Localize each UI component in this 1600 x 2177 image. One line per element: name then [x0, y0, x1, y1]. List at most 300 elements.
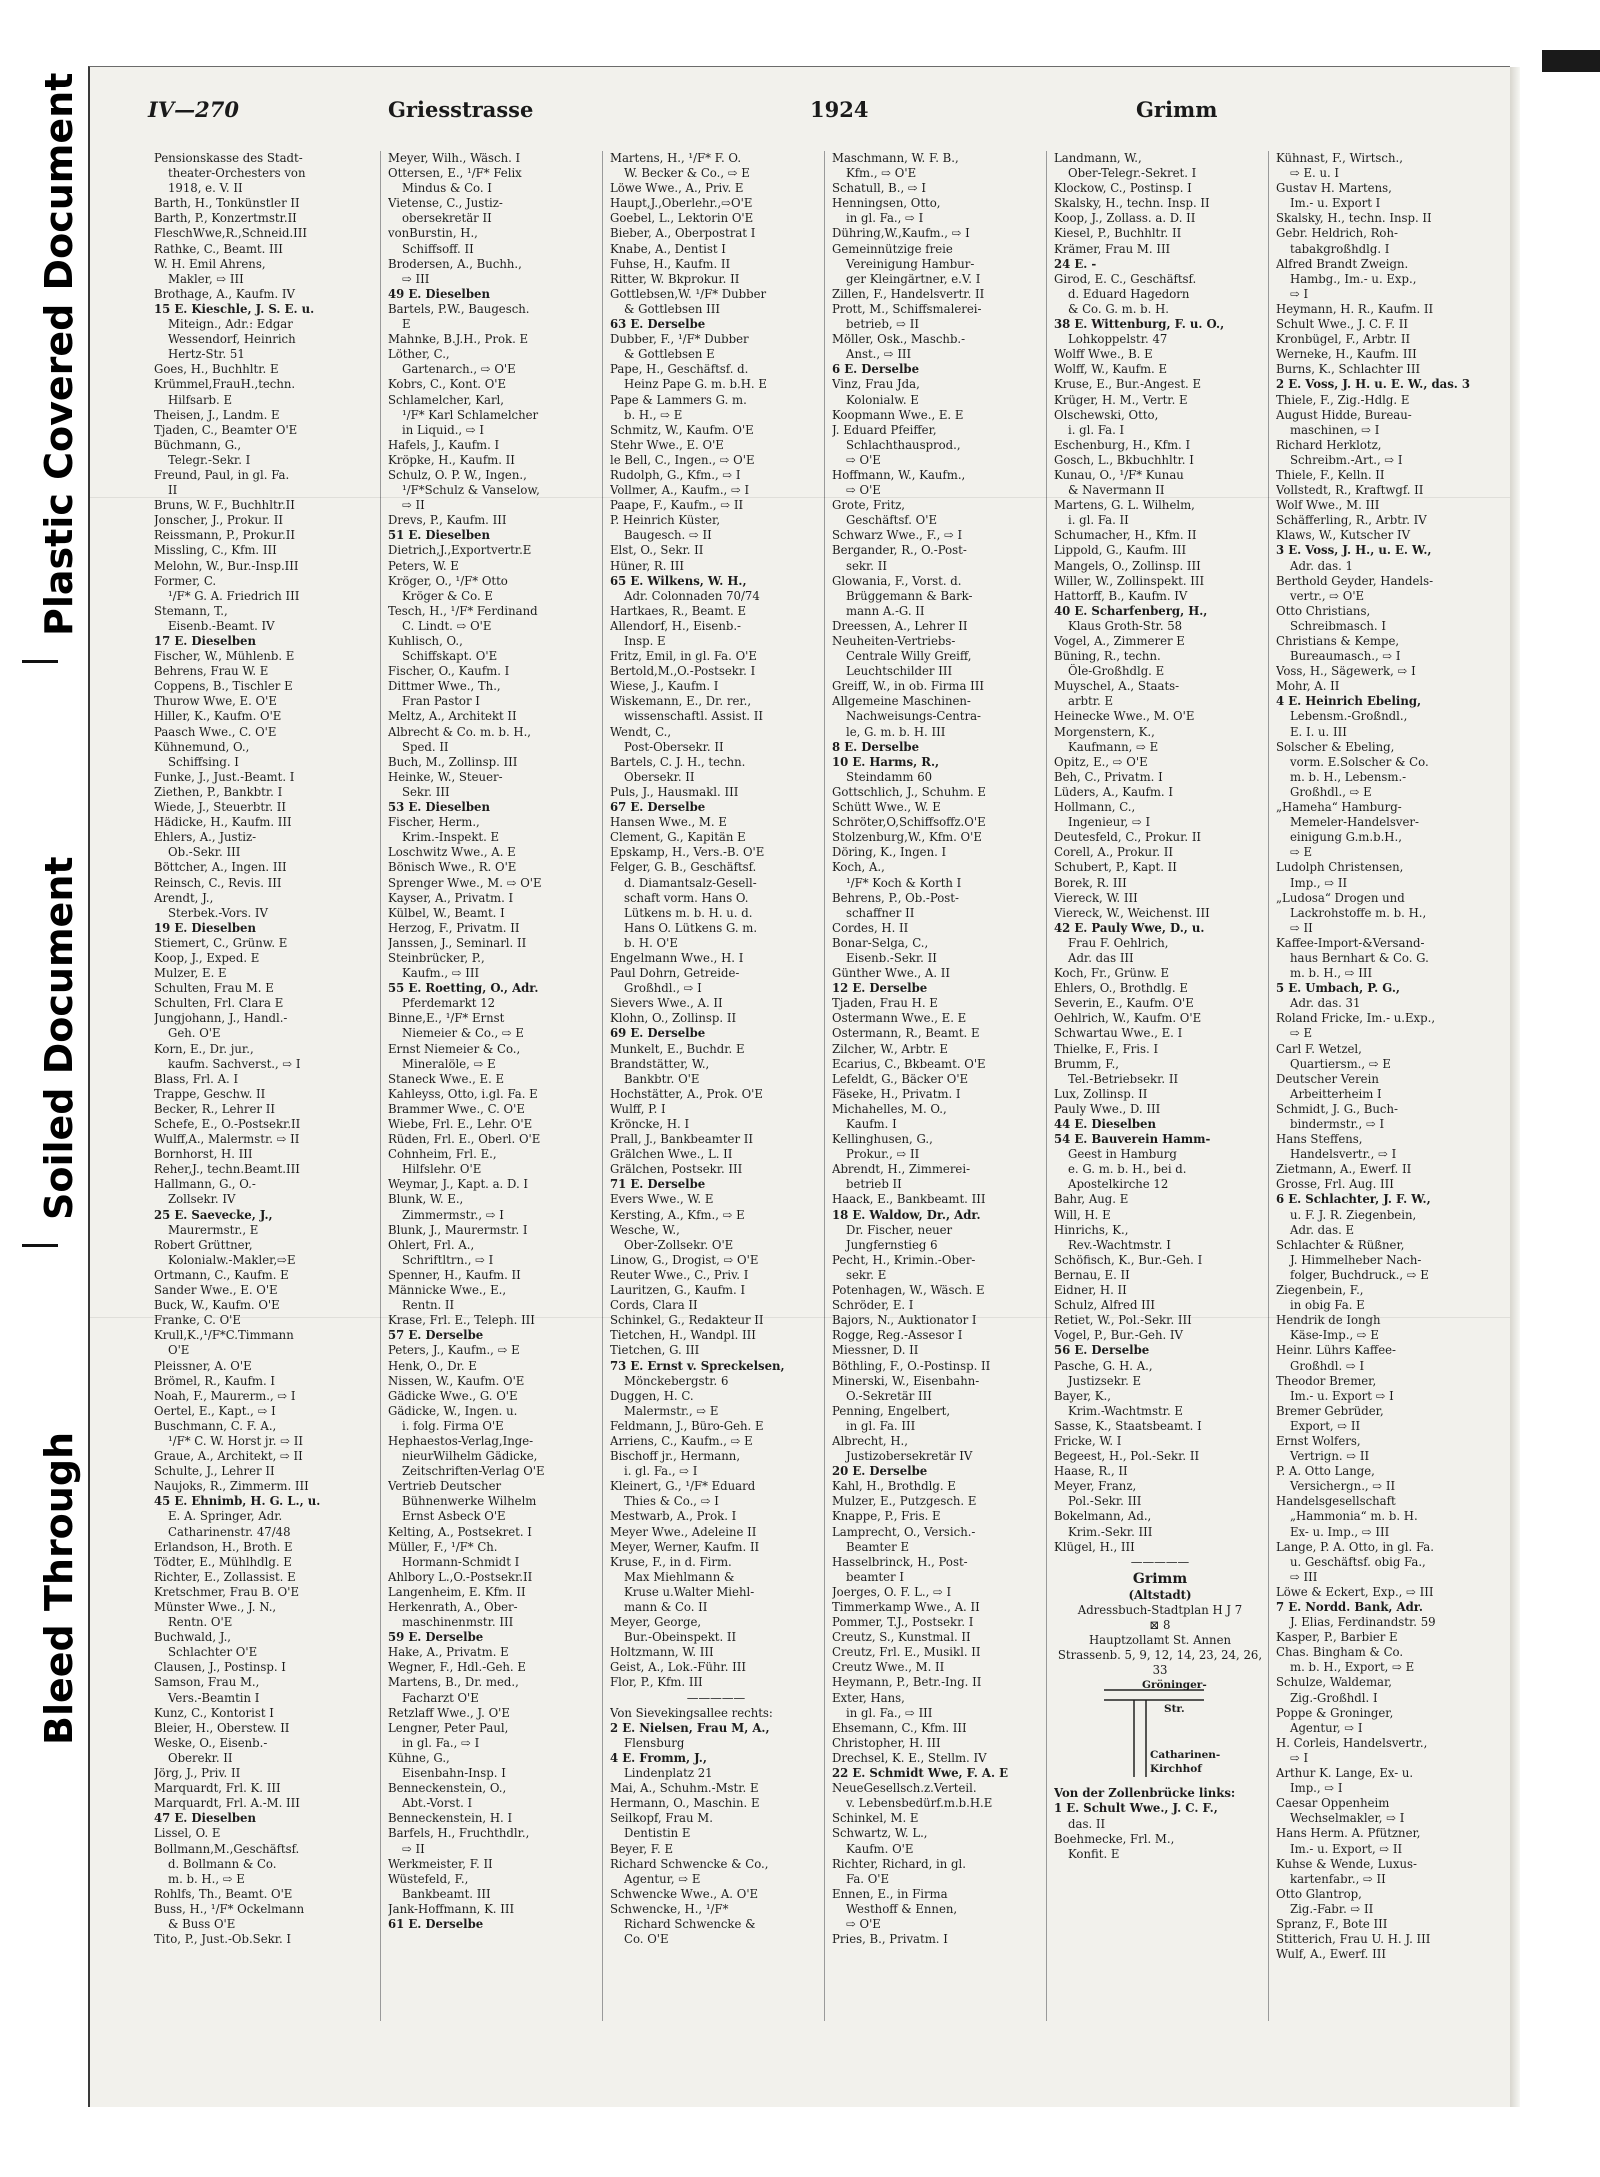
directory-entry: Ingenieur, ⇨ I: [1068, 815, 1151, 830]
directory-entry: Kunau, O., ¹/F* Kunau: [1054, 467, 1184, 482]
directory-entry: Mai, A., Schuhm.-Mstr. E: [610, 1781, 759, 1796]
directory-entry: 47 E. Dieselben: [154, 1811, 256, 1826]
directory-entry: Bollmann,M.,Geschäftsf.: [154, 1841, 300, 1856]
directory-entry: Otto Christians,: [1276, 603, 1371, 618]
directory-entry: Hädicke, H., Kaufm. III: [154, 815, 292, 830]
directory-entry: Loschwitz Wwe., A. E: [388, 845, 516, 860]
directory-entry: Bahr, Aug. E: [1054, 1192, 1129, 1207]
directory-entry: Haack, E., Bankbeamt. III: [832, 1192, 986, 1207]
directory-entry: Schriftltrn., ⇨ I: [402, 1252, 494, 1267]
directory-entry: Caesar Oppenheim: [1276, 1796, 1390, 1811]
directory-entry: ⇨ E. u. I: [1290, 166, 1340, 181]
directory-entry: Meyer, George,: [610, 1615, 702, 1630]
directory-entry: Kühnast, F., Wirtsch.,: [1276, 151, 1403, 165]
directory-entry: Penning, Engelbert,: [832, 1403, 951, 1418]
directory-entry: Christians & Kempe,: [1276, 634, 1400, 648]
directory-entry: Trappe, Geschw. II: [154, 1086, 266, 1101]
directory-entry: Export, ⇨ II: [1290, 1418, 1361, 1433]
directory-entry: 17 E. Dieselben: [154, 634, 256, 648]
directory-entry: Bokelmann, Ad.,: [1054, 1509, 1152, 1524]
sidebar-divider: [22, 660, 58, 663]
directory-entry: Schlachter O'E: [168, 1645, 258, 1660]
directory-entry: Koch, A.,: [832, 860, 885, 875]
directory-entry: Ahlbory L.,O.-Postsekr.II: [388, 1569, 533, 1584]
directory-entry: m. b. H., ⇨ III: [1290, 966, 1373, 981]
directory-entry: Henk, O., Dr. E: [388, 1358, 477, 1373]
directory-entry: Dietrich,J.,Exportvertr.E: [388, 543, 532, 558]
directory-entry: Cordes, H. II: [832, 920, 909, 935]
directory-entry: Schlachter & Rüßner,: [1276, 1237, 1405, 1252]
directory-entry: Dreessen, A., Lehrer II: [832, 618, 968, 633]
directory-entry: Retiet, W., Pol.-Sekr. III: [1054, 1313, 1192, 1328]
directory-entry: Kobrs, C., Kont. O'E: [388, 377, 507, 392]
directory-entry: Co. O'E: [624, 1932, 669, 1947]
directory-entry: Gottschlich, J., Schuhm. E: [832, 784, 986, 799]
directory-entry: Lindenplatz 21: [624, 1766, 713, 1781]
directory-entry: Hinrichs, K.,: [1054, 1222, 1129, 1237]
directory-entry: Naujoks, R., Zimmerm. III: [154, 1479, 309, 1494]
directory-entry: Reuter Wwe., C., Priv. I: [610, 1267, 749, 1282]
directory-entry: Landmann, W.,: [1054, 151, 1142, 165]
directory-entry: Zeitschriften-Verlag O'E: [402, 1464, 545, 1479]
directory-entry: Großhdl., ⇨ E: [1290, 784, 1372, 799]
directory-entry: 44 E. Dieselben: [1054, 1117, 1156, 1131]
directory-entry: Elst, O., Sekr. II: [610, 543, 704, 558]
directory-entry: arbtr. E: [1068, 694, 1113, 709]
directory-entry: Meyer, Wilh., Wäsch. I: [388, 151, 521, 165]
directory-entry: betrieb II: [846, 1177, 902, 1192]
directory-entry: Schult Wwe., J. C. F. II: [1276, 317, 1408, 332]
directory-entry: Adr. das III: [1068, 950, 1134, 965]
directory-entry: Mestwarb, A., Prok. I: [610, 1509, 737, 1524]
directory-entry: Heinke, W., Steuer-: [388, 769, 503, 784]
directory-entry: ¹/F* Koch & Korth I: [846, 875, 962, 890]
directory-entry: Peters, J., Kaufm., ⇨ E: [388, 1343, 520, 1358]
directory-entry: & Gottlebsen E: [624, 347, 715, 362]
directory-entry: Kruse u.Walter Miehl-: [624, 1584, 755, 1599]
directory-entry: 69 E. Derselbe: [610, 1026, 706, 1041]
directory-entry: Gebr. Heldrich, Roh-: [1276, 226, 1398, 241]
directory-entry: Mahnke, B.J.H., Prok. E: [388, 332, 529, 347]
directory-entry: haus Bernhart & Co. G.: [1290, 950, 1429, 965]
directory-entry: Deutscher Verein: [1276, 1071, 1379, 1086]
map-label-str: Str.: [1164, 1703, 1185, 1716]
directory-entry: 1 E. Schult Wwe., J. C. F.,: [1054, 1801, 1218, 1816]
directory-entry: Pape, H., Geschäftsf. d.: [610, 362, 749, 377]
label-soiled: Soiled Document: [37, 856, 81, 1220]
directory-entry: Kolonialw. E: [846, 392, 919, 407]
directory-entry: Schlachthausprod.,: [846, 437, 961, 452]
directory-entry: Büchmann, G.,: [154, 437, 242, 452]
directory-entry: Sekr. III: [402, 784, 450, 799]
directory-entry: Joerges, O. F. L., ⇨ I: [832, 1584, 952, 1599]
directory-entry: Krüger, H. M., Vertr. E: [1054, 392, 1188, 407]
directory-entry: Creutz Wwe., M. II: [832, 1660, 945, 1675]
directory-entry: Schubert, P., Kapt. II: [1054, 860, 1177, 875]
directory-entry: Bartels, P.W., Baugesch.: [388, 301, 530, 316]
directory-entry: Zig.-Großhdl. I: [1290, 1690, 1378, 1705]
directory-entry: Opitz, E., ⇨ O'E: [1054, 754, 1148, 769]
directory-entry: Mineralöle, ⇨ E: [402, 1056, 496, 1071]
directory-entry: Weske, O., Eisenb.-: [154, 1735, 268, 1750]
directory-entry: Bornhorst, H. III: [154, 1147, 253, 1162]
directory-entry: Böthling, F., O.-Postinsp. II: [832, 1358, 991, 1373]
directory-entry: 8 E. Derselbe: [832, 739, 920, 754]
directory-entry: Vereinigung Hambur-: [846, 256, 975, 271]
directory-entry: Carl F. Wetzel,: [1276, 1041, 1362, 1056]
directory-entry: Engelmann Wwe., H. I: [610, 950, 744, 965]
directory-entry: Tito, P., Just.-Ob.Sekr. I: [154, 1932, 292, 1947]
directory-entry: Bankbtr. O'E: [624, 1071, 700, 1086]
directory-entry: das. II: [1068, 1816, 1106, 1831]
directory-entry: Schwarz Wwe., F., ⇨ I: [832, 528, 963, 543]
directory-entry: vonBurstin, H.,: [388, 226, 478, 241]
directory-entry: Justizobersekretär IV: [846, 1449, 973, 1464]
directory-entry: Günther Wwe., A. II: [832, 966, 951, 981]
directory-entry: Kaffee-Import-&Versand-: [1276, 935, 1425, 950]
directory-entry: Bureaumasch., ⇨ I: [1290, 649, 1401, 664]
directory-entry: Tietchen, H., Wandpl. III: [610, 1328, 756, 1343]
directory-entry: Kayser, A., Privatm. I: [388, 890, 514, 905]
directory-entry: einigung G.m.b.H.,: [1290, 830, 1402, 845]
directory-entry: 19 E. Dieselben: [154, 920, 256, 935]
directory-entry: Facharzt O'E: [402, 1690, 479, 1705]
directory-entry: Brömel, R., Kaufm. I: [154, 1373, 276, 1388]
directory-entry: Tietchen, G. III: [610, 1343, 700, 1358]
label-bleed-through: Bleed Through: [37, 1431, 81, 1745]
directory-entry: Rev.-Wachtmstr. I: [1068, 1237, 1171, 1252]
directory-entry: Hilfslehr. O'E: [402, 1162, 482, 1177]
street-heading: Griesstrasse: [388, 97, 534, 122]
directory-entry: Arbeitterheim I: [1290, 1086, 1382, 1101]
directory-entry: Theisen, J., Landm. E: [154, 407, 280, 422]
directory-entry: 2 E. Nielsen, Frau M, A.,: [610, 1720, 770, 1735]
directory-entry: Michahelles, M. O.,: [832, 1101, 947, 1116]
directory-entry: Zillen, F., Handelsvertr. II: [832, 286, 985, 301]
directory-entry: Krämer, Frau M. III: [1054, 241, 1171, 256]
directory-entry: ¹/F* G. A. Friedrich III: [168, 588, 300, 603]
directory-entry: d. Diamantsalz-Gesell-: [624, 875, 757, 890]
directory-entry: ⇨ II: [402, 1841, 425, 1856]
directory-entry: 3 E. Voss, J. H., u. E. W.,: [1276, 543, 1432, 558]
directory-entry: Krim.-Sekr. III: [1068, 1524, 1153, 1539]
directory-entry: Kunz, C., Kontorist I: [154, 1705, 274, 1720]
directory-entry: Insp. E: [624, 634, 666, 648]
directory-entry: C. Lindt. ⇨ O'E: [402, 618, 492, 633]
directory-entry: Goebel, L., Lektorin O'E: [610, 211, 754, 226]
directory-entry: Kaufm. O'E: [846, 1841, 914, 1856]
directory-entry: Noah, F., Maurerm., ⇨ I: [154, 1388, 296, 1403]
directory-entry: Löwe & Eckert, Exp., ⇨ III: [1276, 1584, 1434, 1599]
directory-entry: Sievers Wwe., A. II: [610, 996, 723, 1011]
directory-entry: Hormann-Schmidt I: [402, 1554, 520, 1569]
directory-entry: Wüstefeld, F.,: [388, 1871, 469, 1886]
directory-entry: Hüner, R. III: [610, 558, 684, 573]
directory-entry: 7 E. Nordd. Bank, Adr.: [1276, 1600, 1423, 1614]
directory-entry: Creutz, Frl. E., Musikl. II: [832, 1645, 981, 1660]
directory-entry: Allgemeine Maschinen-: [832, 694, 971, 709]
directory-entry: Behrens, Frau W. E: [154, 664, 269, 679]
directory-entry: Sterbek.-Vors. IV: [168, 905, 268, 920]
directory-entry: Kühnemund, O.,: [154, 739, 250, 754]
directory-entry: Stitterich, Frau U. H. J. III: [1276, 1932, 1431, 1947]
directory-entry: Bajors, N., Auktionator I: [832, 1313, 977, 1328]
directory-entry: m. b. H., Export, ⇨ E: [1290, 1660, 1415, 1675]
directory-entry: Kasper, P., Barbier E: [1276, 1630, 1398, 1645]
directory-entry: 6 E. Derselbe: [832, 362, 920, 377]
directory-entry: Wegner, F., Hdl.-Geh. E: [388, 1660, 526, 1675]
directory-entry: Olschewski, Otto,: [1054, 407, 1159, 422]
directory-entry: Post-Obersekr. II: [624, 739, 724, 754]
directory-entry: Zimmermstr., ⇨ I: [402, 1207, 504, 1222]
directory-entry: Grote, Fritz,: [832, 498, 906, 513]
directory-entry: Handelsgesellschaft: [1276, 1494, 1396, 1509]
directory-entry: Vietense, C., Justiz-: [388, 196, 503, 211]
directory-entry: Vollmer, A., Kaufm., ⇨ I: [610, 483, 750, 498]
directory-entry: Ennen, E., in Firma: [832, 1886, 948, 1901]
directory-entry: Mulzer, E. E: [154, 966, 227, 981]
directory-entry: Wolff Wwe., B. E: [1054, 347, 1153, 362]
directory-entry: Pauly Wwe., D. III: [1054, 1101, 1161, 1116]
directory-entry: Fäseke, H., Privatm. I: [832, 1086, 961, 1101]
directory-entry: Schefe, E., O.-Postsekr.II: [154, 1117, 301, 1131]
directory-entry: Mönckebergstr. 6: [624, 1373, 729, 1388]
directory-entry: Lackrohstoffe m. b. H.,: [1290, 905, 1427, 920]
directory-entry: Cords, Clara II: [610, 1298, 698, 1313]
directory-entry: Sped. II: [402, 739, 449, 754]
directory-entry: Klaus Groth-Str. 58: [1068, 618, 1183, 633]
directory-entry: Meyer Wwe., Adeleine II: [610, 1524, 757, 1539]
column-divider: [824, 151, 825, 2021]
column-divider: [1268, 151, 1269, 2021]
directory-entry: Muyschel, A., Staats-: [1054, 679, 1180, 694]
directory-entry: Abrendt, H., Zimmerei-: [832, 1162, 971, 1177]
directory-entry: Krümmel,FrauH.,techn.: [154, 377, 296, 392]
customs-office: [1054, 1618, 1266, 1648]
directory-entry: Koop, J., Zollass. a. D. II: [1054, 211, 1196, 226]
directory-entry: Hilfsarb. E: [168, 392, 232, 407]
directory-entry: Paape, F., Kaufm., ⇨ II: [610, 498, 744, 513]
directory-entry: 61 E. Derselbe: [388, 1916, 484, 1931]
directory-entry: E. I. u. III: [1290, 724, 1347, 739]
directory-entry: Kuhse & Wende, Luxus-: [1276, 1856, 1417, 1871]
directory-entry: Greiff, W., in ob. Firma III: [832, 679, 984, 694]
directory-entry: Reissmann, P., Prokur.II: [154, 528, 295, 543]
directory-entry: Barth, P., Konzertmstr.II: [154, 211, 297, 226]
label-plastic-covered: Plastic Covered Document: [37, 72, 81, 636]
directory-entry: Mulzer, E., Putzgesch. E: [832, 1494, 977, 1509]
directory-entry: Lauritzen, G., Kaufm. I: [610, 1283, 746, 1298]
directory-entry: H. Corleis, Handelsvertr.,: [1276, 1735, 1428, 1750]
customs-office-name: Hauptzollamt St. Annen: [1088, 1633, 1232, 1648]
directory-entry: Apostelkirche 12: [1068, 1177, 1169, 1192]
directory-entry: Langenheim, E. Kfm. II: [388, 1584, 526, 1599]
directory-entry: Öle-Großhdlg. E: [1068, 664, 1165, 679]
directory-entry: Deutesfeld, C., Prokur. II: [1054, 830, 1202, 845]
directory-entry: Ohlert, Frl. A.,: [388, 1237, 475, 1252]
directory-entry: Hans Herm. A. Pfützner,: [1276, 1826, 1421, 1841]
directory-entry: Hasselbrinck, H., Post-: [832, 1554, 968, 1569]
directory-entry: Klügel, H., III: [1054, 1539, 1135, 1554]
directory-entry: vorm. E.Solscher & Co.: [1290, 754, 1429, 769]
directory-entry: Brothage, A., Kaufm. IV: [154, 286, 295, 301]
directory-entry: Binne,E., ¹/F* Ernst: [388, 1011, 505, 1026]
directory-entry: Martens, G. L. Wilhelm,: [1054, 498, 1195, 513]
directory-entry: J. Elias, Ferdinandstr. 59: [1290, 1615, 1436, 1630]
directory-entry: Brandstätter, W.,: [610, 1056, 710, 1071]
directory-entry: E: [402, 317, 411, 332]
directory-entry: Rentn. II: [402, 1298, 455, 1313]
directory-entry: Rudolph, G., Kfm., ⇨ I: [610, 467, 741, 482]
directory-entry: Versichergn., ⇨ II: [1290, 1479, 1396, 1494]
directory-entry: 6 E. Schlachter, J. F. W.,: [1276, 1192, 1431, 1207]
directory-entry: Funke, J., Just.-Beamt. I: [154, 769, 295, 784]
directory-entry: Theodor Bremer,: [1276, 1373, 1377, 1388]
directory-entry: Kahleyss, Otto, i.gl. Fa. E: [388, 1086, 538, 1101]
directory-entry: Zig.-Fabr. ⇨ II: [1290, 1901, 1374, 1916]
directory-entry: Schatull, B., ⇨ I: [832, 181, 927, 196]
directory-entry: Hartkaes, R., Beamt. E: [610, 603, 746, 618]
directory-entry: Gustav H. Martens,: [1276, 181, 1392, 196]
directory-entry: Vinz, Frau Jda,: [832, 377, 920, 392]
directory-entry: Wulff, P. I: [610, 1101, 666, 1116]
directory-entry: Ernst Wolfers,: [1276, 1433, 1361, 1448]
directory-entry: i. gl. Fa. I: [1068, 422, 1125, 437]
directory-entry: Bonar-Selga, C.,: [832, 935, 929, 950]
directory-entry: Chas. Bingham & Co.: [1276, 1645, 1404, 1660]
directory-entry: in Liquid., ⇨ I: [402, 422, 484, 437]
directory-entry: Minerski, W., Eisenbahn-: [832, 1373, 980, 1388]
directory-entry: Prott, M., Schiffsmalerei-: [832, 301, 982, 316]
directory-entry: Viereck, W. III: [1054, 890, 1138, 905]
directory-entry: Ex- u. Imp., ⇨ III: [1290, 1524, 1390, 1539]
directory-entry: Jörg, J., Priv. II: [154, 1766, 241, 1781]
directory-entry: Käse-Imp., ⇨ E: [1290, 1328, 1379, 1343]
directory-column-5: [1054, 151, 1266, 2031]
directory-entry: Steinbrücker, P.,: [388, 950, 485, 965]
directory-entry: Rüden, Frl. E., Oberl. O'E: [388, 1132, 541, 1147]
directory-entry: u. F. J. R. Ziegenbein,: [1290, 1207, 1417, 1222]
directory-entry: 15 E. Kieschle, J. S. E. u.: [154, 301, 315, 316]
directory-entry: Memeler-Handelsver-: [1290, 815, 1419, 830]
directory-entry: Wiskemann, E., Dr. rer.,: [610, 694, 752, 709]
directory-entry: Paasch Wwe., C. O'E: [154, 724, 277, 739]
directory-entry: Zilcher, W., Arbtr. E: [832, 1041, 948, 1056]
directory-entry: Vogel, A., Zimmerer E: [1054, 634, 1185, 648]
directory-entry: Fischer, W., Mühlenb. E: [154, 649, 295, 664]
directory-entry: Begeest, H., Pol.-Sekr. II: [1054, 1449, 1200, 1464]
directory-entry: 38 E. Wittenburg, F. u. O.,: [1054, 317, 1225, 332]
directory-entry: Miteign., Adr.: Edgar: [168, 317, 293, 332]
directory-entry: Kuhlisch, O.,: [388, 634, 463, 648]
directory-entry: Thielke, F., Fris. I: [1054, 1041, 1159, 1056]
page-number: IV—270: [148, 97, 239, 122]
directory-entry: Thies & Co., ⇨ I: [624, 1494, 719, 1509]
directory-entry: ⇨ III: [1290, 1569, 1318, 1584]
directory-entry: Brodersen, A., Buchh.,: [388, 256, 522, 271]
directory-entry: Franke, C. O'E: [154, 1313, 241, 1328]
directory-entry: Steindamm 60: [846, 769, 933, 784]
directory-entry: ⇨ O'E: [846, 483, 881, 498]
directory-entry: Ottersen, E., ¹/F* Felix: [388, 166, 522, 181]
directory-entry: Malermstr., ⇨ E: [624, 1403, 719, 1418]
directory-entry: Schiffsoff. II: [402, 241, 474, 256]
directory-entry: Kruse, E., Bur.-Angest. E: [1054, 377, 1201, 392]
directory-entry: Creutz, S., Kunstmal. II: [832, 1630, 971, 1645]
directory-entry: Adr. das. 1: [1290, 558, 1353, 573]
directory-entry: d. Bollmann & Co.: [168, 1856, 277, 1871]
directory-entry: Hoffmann, W., Kaufm.,: [832, 467, 966, 482]
directory-entry: Gottlebsen,W. ¹/F* Dubber: [610, 286, 767, 301]
directory-entry: Fran Pastor I: [402, 694, 480, 709]
directory-entry: Corell, A., Prokur. II: [1054, 845, 1174, 860]
directory-entry: Maschmann, W. F. B.,: [832, 151, 959, 165]
directory-entry: Külbel, W., Beamt. I: [388, 905, 505, 920]
directory-entry: Schröder, E. I: [832, 1298, 914, 1313]
directory-entry: Bruns, W. F., Buchhltr.II: [154, 498, 295, 513]
directory-entry: b. H., ⇨ E: [624, 407, 683, 422]
directory-entry: Spenner, H., Kaufm. II: [388, 1267, 521, 1282]
directory-entry: Gemeinnützige freie: [832, 241, 953, 256]
directory-entry: Coppens, B., Tischler E: [154, 679, 293, 694]
directory-entry: Anst., ⇨ III: [846, 347, 912, 362]
directory-entry: Müller, F., ¹/F* Ch.: [388, 1539, 498, 1554]
directory-entry: Abt.-Vorst. I: [402, 1796, 473, 1811]
directory-entry: Schreibm.-Art., ⇨ I: [1290, 452, 1403, 467]
directory-entry: le Bell, C., Ingen., ⇨ O'E: [610, 452, 755, 467]
directory-entry: Skalsky, H., techn. Insp. II: [1054, 196, 1210, 211]
directory-entry: Sprenger Wwe., M. ⇨ O'E: [388, 875, 542, 890]
directory-entry: Justizsekr. E: [1068, 1373, 1142, 1388]
directory-entry: Adr. das. E: [1290, 1222, 1355, 1237]
directory-entry: Kersting, A., Kfm., ⇨ E: [610, 1207, 745, 1222]
directory-column-2: [388, 151, 600, 2031]
map-label-catharinen: Catharinen-: [1150, 1749, 1221, 1762]
directory-entry: Richter, E., Zollassist. E: [154, 1569, 296, 1584]
directory-entry: Haase, R., II: [1054, 1464, 1128, 1479]
directory-entry: Janssen, J., Seminarl. II: [388, 935, 527, 950]
directory-entry: Gartenarch., ⇨ O'E: [402, 362, 516, 377]
directory-entry: Ostermann, R., Beamt. E: [832, 1026, 980, 1041]
directory-entry: Epskamp, H., Vers.-B. O'E: [610, 845, 765, 860]
directory-entry: Seilkopf, Frau M.: [610, 1811, 713, 1826]
directory-entry: sekr. II: [846, 558, 887, 573]
directory-entry: i. folg. Firma O'E: [402, 1418, 504, 1433]
directory-entry: ⇨ E: [1290, 1026, 1313, 1041]
directory-entry: Pecht, H., Krimin.-Ober-: [832, 1252, 976, 1267]
directory-entry: Hermann, O., Maschin. E: [610, 1796, 760, 1811]
directory-entry: bindermstr., ⇨ I: [1290, 1117, 1385, 1131]
directory-entry: Wiede, J., Steuerbtr. II: [154, 800, 287, 815]
directory-entry: Thurow Wwe, E. O'E: [154, 694, 277, 709]
directory-entry: Schulz, O. P. W., Ingen.,: [388, 467, 527, 482]
street-sketch-map: [1054, 1679, 1266, 1786]
directory-entry: i. gl. Fa., ⇨ I: [624, 1464, 698, 1479]
directory-entry: Großhdl., ⇨ I: [624, 981, 702, 996]
directory-entry: Mohr, A. II: [1276, 679, 1340, 694]
directory-entry: Ziegenbein, F.,: [1276, 1283, 1364, 1298]
directory-entry: Kröger, O., ¹/F* Otto: [388, 573, 508, 588]
directory-entry: Baugesch. ⇨ II: [624, 528, 712, 543]
directory-entry: Roland Fricke, Im.- u.Exp.,: [1276, 1011, 1436, 1026]
directory-page: [88, 66, 1510, 2107]
directory-entry: Feldmann, J., Büro-Geh. E: [610, 1418, 764, 1433]
scan-artifact: [90, 497, 1510, 498]
directory-entry: Lange, P. A. Otto, in gl. Fa.: [1276, 1539, 1434, 1554]
directory-entry: Vertrign. ⇨ II: [1290, 1449, 1370, 1464]
directory-entry: Tjaden, Frau H. E: [832, 996, 938, 1011]
directory-entry: Flensburg: [624, 1735, 685, 1750]
